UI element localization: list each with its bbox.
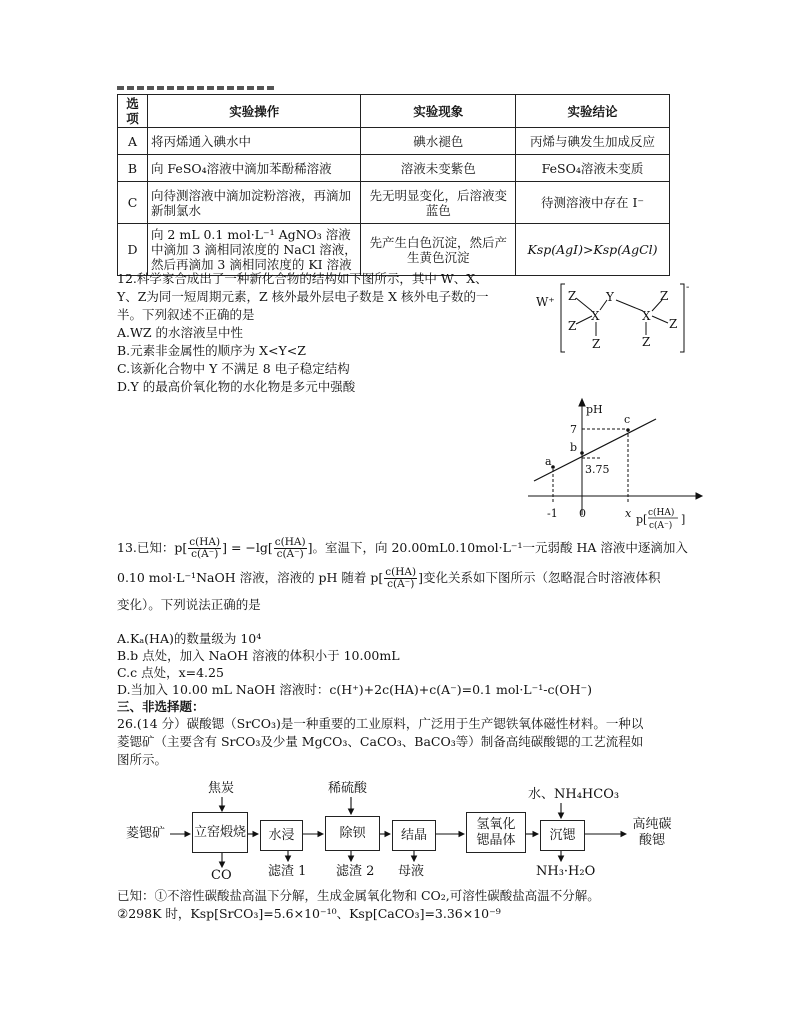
table-cell: 碘水褪色 xyxy=(361,128,516,155)
x-axis-label-den: c(A⁻) xyxy=(649,521,673,531)
bond xyxy=(652,300,662,311)
tick-label-0: 0 xyxy=(579,507,586,520)
q13-option-a: A.Kₐ(HA)的数量级为 10⁴ xyxy=(117,631,262,646)
q13-fraction xyxy=(384,567,417,590)
x-axis-label-open: p[ xyxy=(636,513,648,526)
point-label-c: c xyxy=(624,413,631,426)
tick-label-375: 3.75 xyxy=(585,463,610,476)
bond xyxy=(600,300,607,310)
q13-line2-pre: 0.10 mol·L⁻¹NaOH 溶液，溶液的 pH 随着 p[ xyxy=(117,570,384,585)
table-header: 选项 xyxy=(118,95,148,128)
flow-raw-material: 菱锶矿 xyxy=(126,826,166,841)
table-header: 实验现象 xyxy=(361,95,516,128)
cropped-header-remnant xyxy=(117,86,277,90)
fraction-denominator: c(A⁻) xyxy=(276,548,304,560)
flow-output-mother-liquor: 母液 xyxy=(398,864,425,879)
table-cell: 待测溶液中存在 I⁻ xyxy=(516,182,670,224)
table-row xyxy=(118,224,670,276)
fraction-numerator: c(HA) xyxy=(274,536,306,548)
flow-step-crystallize: 结晶 xyxy=(392,820,436,851)
q13-eq: ] = −lg[ xyxy=(222,540,273,555)
q13-stem-line3: 变化）。下列说法正确的是 xyxy=(117,597,261,612)
flow-step-precipitate: 沉锶 xyxy=(540,820,585,851)
table-cell: Ksp(AgI)>Ksp(AgCl) xyxy=(516,224,670,276)
flow-input-coke: 焦炭 xyxy=(208,781,235,796)
structure-atom-z: Z xyxy=(669,317,678,331)
flow-output-residue2: 滤渣 2 xyxy=(336,864,375,879)
q12-option-b: B.元素非金属性的顺序为 X<Y<Z xyxy=(117,343,306,358)
q13-fraction xyxy=(274,537,307,560)
table-header-row xyxy=(118,95,670,128)
structure-atom-z: Z xyxy=(568,319,577,333)
tick-label-minus1: -1 xyxy=(547,507,558,520)
q13-stem-line2 xyxy=(117,566,661,590)
q13-option-b: B.b 点处，加入 NaOH 溶液的体积小于 10.00mL xyxy=(117,648,400,663)
tick-label-7: 7 xyxy=(570,423,577,436)
process-flowchart xyxy=(118,775,678,885)
q12-stem-line3: 半。下列叙述不正确的是 xyxy=(117,307,255,322)
y-axis-arrow xyxy=(579,399,585,406)
table-cell: 向 2 mL 0.1 mol·L⁻¹ AgNO₃ 溶液中滴加 3 滴相同浓度的 NaCl 溶液，然后再滴加 3 滴相同浓度的 KI 溶液 xyxy=(147,224,360,276)
structure-atom-z: Z xyxy=(660,289,669,303)
q13-fraction xyxy=(188,537,221,560)
flow-output-residue1: 滤渣 1 xyxy=(268,864,307,879)
q12-stem-line1: 12.科学家合成出了一种新化合物的结构如下图所示，其中 W、X、 xyxy=(117,271,488,286)
ph-graph xyxy=(528,397,708,531)
fraction-numerator: c(HA) xyxy=(189,536,221,548)
flow-product: 高纯碳酸锶 xyxy=(632,817,672,848)
table-row xyxy=(118,182,670,224)
q26-stem-line1: 26.(14 分）碳酸锶（SrCO₃)是一种重要的工业原料，广泛用于生产锶铁氧体磁性材料。一种以 xyxy=(117,716,644,731)
q13-stem-line1 xyxy=(117,536,688,560)
flow-step-hydroxide-crystal: 氢氧化锶晶体 xyxy=(466,812,526,853)
structure-atom-x: X xyxy=(642,309,651,323)
flow-step-kiln: 立窑煅烧 xyxy=(192,812,248,853)
flow-output-nh3: NH₃·H₂O xyxy=(536,864,596,879)
left-bracket xyxy=(561,284,565,352)
compound-structure-diagram xyxy=(534,278,694,358)
x-axis-arrow xyxy=(696,493,702,499)
x-axis-label-close: ] xyxy=(681,513,686,526)
structure-atom-x: X xyxy=(591,309,600,323)
structure-atom-z: Z xyxy=(592,337,601,351)
structure-charge: - xyxy=(686,282,690,293)
point-b xyxy=(580,451,584,455)
bond xyxy=(616,300,643,311)
table-row xyxy=(118,128,670,155)
q12-option-d: D.Y 的最高价氧化物的水化物是多元中强酸 xyxy=(117,379,356,394)
structure-atom-y: Y xyxy=(606,290,614,304)
point-c xyxy=(626,428,630,432)
tick-label-x: x xyxy=(625,507,632,520)
q12-option-c: C.该新化合物中 Y 不满足 8 电子稳定结构 xyxy=(117,361,350,376)
bond xyxy=(576,298,592,311)
q13-line2-post: ]变化关系如下图所示（忽略混合时溶液体积 xyxy=(418,570,661,585)
point-label-b: b xyxy=(570,441,578,454)
y-axis-label: pH xyxy=(586,403,603,416)
fraction-numerator: c(HA) xyxy=(385,566,417,578)
q26-stem-line2: 菱锶矿（主要含有 SrCO₃及少量 MgCO₃、CaCO₃、BaCO₃等）制备高纯碳酸锶的工艺流程如 xyxy=(117,734,644,749)
table-cell: C xyxy=(118,182,148,224)
q13-prefix: 13.已知： xyxy=(117,540,175,555)
table-cell: 先产生白色沉淀，然后产生黄色沉淀 xyxy=(361,224,516,276)
q13-stem-rest: ]。室温下，向 20.00mL0.10mol·L⁻¹一元弱酸 HA 溶液中逐滴加入 xyxy=(307,540,688,555)
q13-option-c: C.c 点处，x=4.25 xyxy=(117,665,224,680)
q13-option-d: D.当加入 10.00 mL NaOH 溶液时：c(H⁺)+2c(HA)+c(A⁻)=0.1 mol·L⁻¹-c(OH⁻) xyxy=(117,682,592,697)
structure-cation: W⁺ xyxy=(536,295,555,309)
table-cell: 向待测溶液中滴加淀粉溶液，再滴加新制氯水 xyxy=(147,182,360,224)
table-cell: 丙烯与碘发生加成反应 xyxy=(516,128,670,155)
bond xyxy=(576,316,592,324)
known-line2: ②298K 时，Ksp[SrCO₃]=5.6×10⁻¹⁰、Ksp[CaCO₃]=3.36×10⁻⁹ xyxy=(117,906,501,921)
table-cell: A xyxy=(118,128,148,155)
table-cell: 先无明显变化，后溶液变蓝色 xyxy=(361,182,516,224)
right-bracket xyxy=(680,284,684,352)
section-title: 三、非选择题： xyxy=(117,699,205,714)
fraction-denominator: c(A⁻) xyxy=(387,578,415,590)
table-header: 实验结论 xyxy=(516,95,670,128)
table-cell: 向 FeSO₄溶液中滴加苯酚稀溶液 xyxy=(147,155,360,182)
table-cell: FeSO₄溶液未变质 xyxy=(516,155,670,182)
point-a xyxy=(551,465,555,469)
q13-p-open: p[ xyxy=(174,540,188,555)
table-cell: D xyxy=(118,224,148,276)
fraction-denominator: c(A⁻) xyxy=(191,548,219,560)
bond xyxy=(652,316,668,323)
q12-option-a: A.WZ 的水溶液呈中性 xyxy=(117,325,244,340)
structure-atom-z: Z xyxy=(568,289,577,303)
point-label-a: a xyxy=(545,455,552,468)
flow-step-leach: 水浸 xyxy=(260,820,303,851)
table-header: 实验操作 xyxy=(147,95,360,128)
known-line1: 已知：①不溶性碳酸盐高温下分解，生成金属氧化物和 CO₂,可溶性碳酸盐高温不分解。 xyxy=(117,888,600,903)
flow-output-co: CO xyxy=(211,868,232,883)
flow-step-deba: 除钡 xyxy=(325,816,380,851)
table-row xyxy=(118,155,670,182)
q26-stem-line3: 图所示。 xyxy=(117,752,168,767)
experiment-table xyxy=(117,94,670,276)
table-cell: 将丙烯通入碘水中 xyxy=(147,128,360,155)
table-cell: B xyxy=(118,155,148,182)
table-cell: 溶液未变紫色 xyxy=(361,155,516,182)
q12-stem-line2: Y、Z为同一短周期元素，Z 核外最外层电子数是 X 核外电子数的一 xyxy=(117,289,489,304)
x-axis-label-num: c(HA) xyxy=(648,508,675,518)
flow-input-acid: 稀硫酸 xyxy=(328,781,368,796)
flow-input-reagent: 水、NH₄HCO₃ xyxy=(528,787,620,802)
structure-atom-z: Z xyxy=(642,335,651,349)
